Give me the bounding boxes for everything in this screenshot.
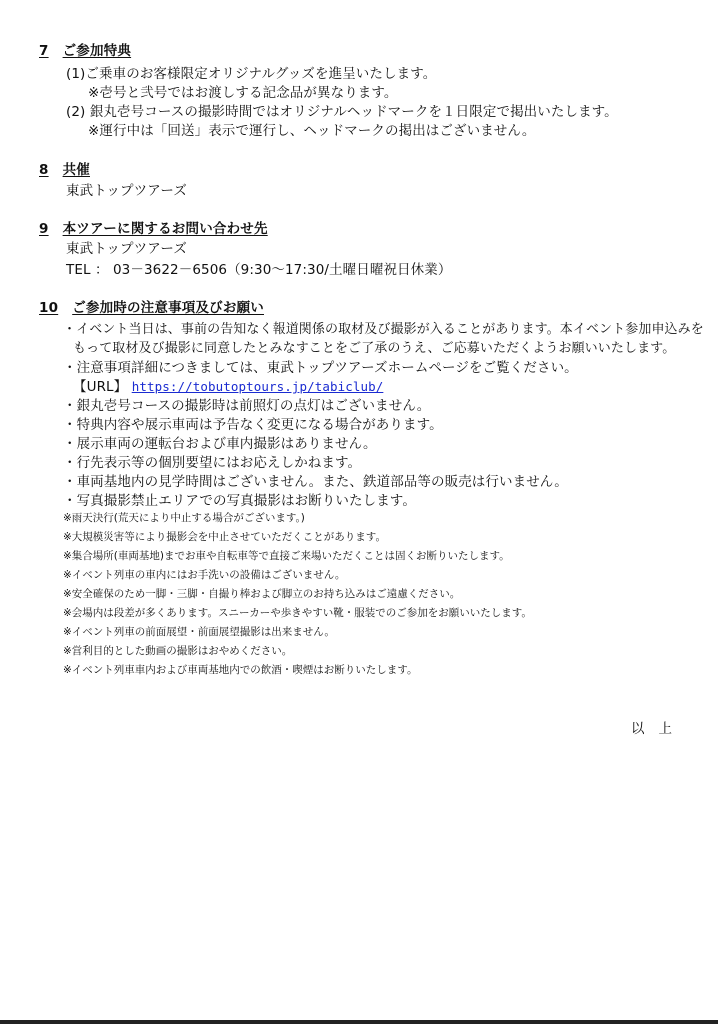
section-7-note-2: ※運行中は「回送」表示で運行し、ヘッドマークの掲出はございません。	[88, 123, 536, 139]
notice-line-8: ・車両基地内の見学時間はございません。また、鉄道部品等の販売は行いません。	[63, 474, 568, 490]
notice-line-2: もって取材及び撮影に同意したとみなすことをご了承のうえ、ご応募いただくようお願いいたします。	[73, 341, 676, 356]
section-7-heading	[39, 39, 131, 59]
section-9-line-1: 東武トップツアーズ	[66, 241, 187, 257]
footnote-2: ※大規模災害等により撮影会を中止させていただくことがあります。	[63, 531, 386, 543]
section-10-heading	[39, 296, 264, 316]
notice-line-7: ・行先表示等の個別要望にはお応えしかねます。	[63, 455, 362, 471]
notice-line-5: ・特典内容や展示車両は予告なく変更になる場合があります。	[63, 417, 443, 433]
notice-line-6: ・展示車両の運転台および車内撮影はありません。	[63, 436, 377, 452]
section-7-line-1: (1)ご乗車のお客様限定オリジナルグッズを進呈いたします。	[66, 66, 437, 82]
notice-line-9: ・写真撮影禁止エリアでの写真撮影はお断りいたします。	[63, 493, 416, 509]
footnote-7: ※イベント列車の前面展望・前面展望撮影は出来ません。	[63, 626, 335, 638]
url-label: 【URL】	[73, 379, 128, 395]
section-7-line-2: (2) 銀丸壱号コースの撮影時間ではオリジナルヘッドマークを１日限定で掲出いたします。	[66, 104, 618, 120]
section-8-heading	[39, 158, 90, 178]
section-number: 8	[39, 162, 49, 178]
notice-line-1: ・イベント当日は、事前の告知なく報道関係の取材及び撮影が入ることがあります。本イベント参加申込みを	[63, 322, 704, 337]
section-title: 本ツアーに関するお問い合わせ先	[62, 221, 268, 237]
footnote-4: ※イベント列車の車内にはお手洗いの設備はございません。	[63, 569, 346, 581]
footnote-1: ※雨天決行(荒天により中止する場合がございます。)	[63, 512, 305, 524]
closing-mark: 以上	[631, 721, 686, 737]
footnote-9: ※イベント列車車内および車両基地内での飲酒・喫煙はお断りいたします。	[63, 664, 418, 676]
website-link[interactable]: https://tobutoptours.jp/tabiclub/	[131, 379, 384, 394]
section-number: 7	[39, 43, 49, 59]
section-9-heading	[39, 217, 268, 237]
footnote-6: ※会場内は段差が多くあります。スニーカーや歩きやすい靴・服装でのご参加をお願いいたします。	[63, 607, 532, 619]
footnote-3: ※集合場所(車両基地)までお車や自転車等で直接ご来場いただくことは固くお断りいたします。	[63, 550, 510, 562]
section-7-note-1: ※壱号と弐号ではお渡しする記念品が異なります。	[88, 85, 398, 101]
url-row	[73, 375, 383, 395]
footnote-8: ※営利目的とした動画の撮影はおやめください。	[63, 645, 293, 657]
section-title: 共催	[62, 162, 90, 178]
section-number: 10	[39, 300, 59, 316]
section-title: ご参加時の注意事項及びお願い	[72, 300, 264, 316]
footnote-5: ※安全確保のため一脚・三脚・自撮り棒および脚立のお持ち込みはご遠慮ください。	[63, 588, 461, 600]
page-bottom-border	[0, 1020, 718, 1024]
notice-line-3: ・注意事項詳細につきましては、東武トップツアーズホームページをご覧ください。	[63, 360, 578, 376]
notice-line-4: ・銀丸壱号コースの撮影時は前照灯の点灯はございません。	[63, 398, 431, 414]
section-number: 9	[39, 221, 49, 237]
contact-phone: TEL ： 03－3622－6506（9:30～17:30/土曜日曜祝日休業）	[66, 262, 452, 278]
section-8-line-1: 東武トップツアーズ	[66, 183, 187, 199]
section-title: ご参加特典	[62, 43, 132, 59]
